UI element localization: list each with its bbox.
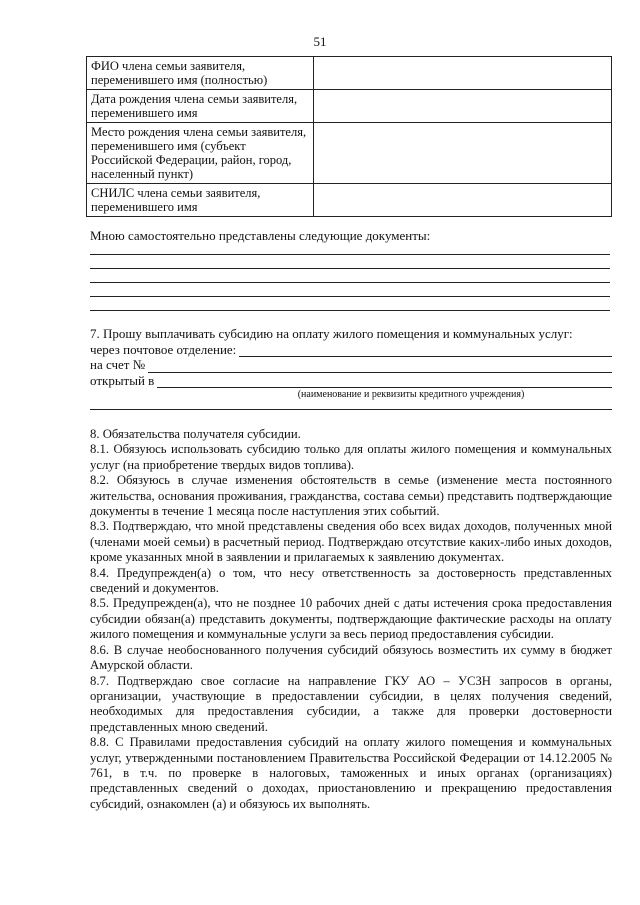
table-row <box>87 123 612 184</box>
table-cell-value[interactable] <box>314 184 612 217</box>
table-cell-label: СНИЛС члена семьи заявителя, переменившего имя <box>87 184 314 217</box>
obligations-section <box>90 427 612 812</box>
bank-extra-line[interactable] <box>90 409 612 410</box>
table-cell-value[interactable] <box>314 90 612 123</box>
table-row <box>87 184 612 217</box>
obligation-item: 8.1. Обязуюсь использовать субсидию только для оплаты жилого помещения и коммунальных услуг (на приобретение твердых видов топлива). <box>90 442 612 472</box>
obligation-item: 8.5. Предупрежден(а), что не позднее 10 рабочих дней с даты истечения срока предоставления субсидии обязан(а) представить документы, подтверждающие фактические расходы на оплату жилого помещения и коммунальные услуги за весь период предоставления субсидии. <box>90 596 612 642</box>
opened-in-label: открытый в <box>90 372 155 388</box>
account-label: на счет № <box>90 357 146 372</box>
table-row <box>87 90 612 123</box>
obligation-item: 8.6. В случае необоснованного получения субсидий обязуюсь возместить их сумму в бюджет Амурской области. <box>90 642 612 673</box>
page-number: 51 <box>313 34 327 49</box>
documents-line[interactable] <box>90 296 610 297</box>
bank-field[interactable] <box>157 375 612 388</box>
table-cell-label: ФИО члена семьи заявителя, переменившего имя (полностью) <box>87 57 314 90</box>
obligation-item: 8.2. Обязуюсь в случае изменения обстоятельств в семье (изменение места постоянного жительства, основания проживания, гражданства, состава семьи) представить подтверждающие документы в течение 1 месяца после наступления этих событий. <box>90 473 612 519</box>
obligation-item: 8.8. С Правилами предоставления субсидий на оплату жилого помещения и коммунальных услуг, утвержденными постановлением Правительства Российской Федерации от 14.12.2005 № 761, в т.ч. по проверке в налоговых, таможенных и иных органах (организациях) представленных сведений о доходах, приостановлению и прекращению предоставления субсидий, ознакомлен (а) и обязуюсь их выполнять. <box>90 735 612 811</box>
post-office-label: через почтовое отделение: <box>90 341 237 357</box>
post-office-row <box>90 342 612 358</box>
account-field[interactable] <box>148 360 612 373</box>
obligations-title: 8. Обязательства получателя субсидии. <box>90 427 301 441</box>
documents-line[interactable] <box>90 268 610 269</box>
documents-line[interactable] <box>90 310 610 311</box>
post-office-field[interactable] <box>239 344 612 357</box>
payment-section <box>90 326 612 410</box>
documents-intro: Мною самостоятельно представлены следующие документы: <box>90 228 431 243</box>
bank-caption: (наименование и реквизиты кредитного учреждения) <box>297 389 525 400</box>
bank-row <box>90 373 612 389</box>
account-row <box>90 357 612 373</box>
table-cell-value[interactable] <box>314 123 612 184</box>
table-cell-label: Место рождения члена семьи заявителя, переменившего имя (субъект Российской Федерации, район, город, населенный пункт) <box>87 123 314 184</box>
obligation-item: 8.7. Подтверждаю свое согласие на направление ГКУ АО – УСЗН запросов в органы, организации, участвующие в предоставлении субсидии, в целях получения сведений, необходимых для предоставления субсидии, а также для проверки достоверности представленных мною сведений. <box>90 673 612 734</box>
payment-section-title: 7. Прошу выплачивать субсидию на оплату жилого помещения и коммунальных услуг: <box>90 326 573 341</box>
table-cell-value[interactable] <box>314 57 612 90</box>
table-cell-label: Дата рождения члена семьи заявителя, переменившего имя <box>87 90 314 123</box>
obligation-item: 8.4. Предупрежден(а) о том, что несу ответственность за достоверность представленных сведений и документов. <box>90 565 612 596</box>
family-member-info-table <box>86 56 612 217</box>
documents-line[interactable] <box>90 282 610 283</box>
table-row <box>87 57 612 90</box>
documents-line[interactable] <box>90 254 610 255</box>
obligation-item: 8.3. Подтверждаю, что мной представлены сведения обо всех видах доходов, полученных мной (членами моей семьи) в расчетный период. Подтверждаю отсутствие каких-либо иных доходов, кроме указанных мной в заявлении и прилагаемых к заявлению документах. <box>90 519 612 565</box>
